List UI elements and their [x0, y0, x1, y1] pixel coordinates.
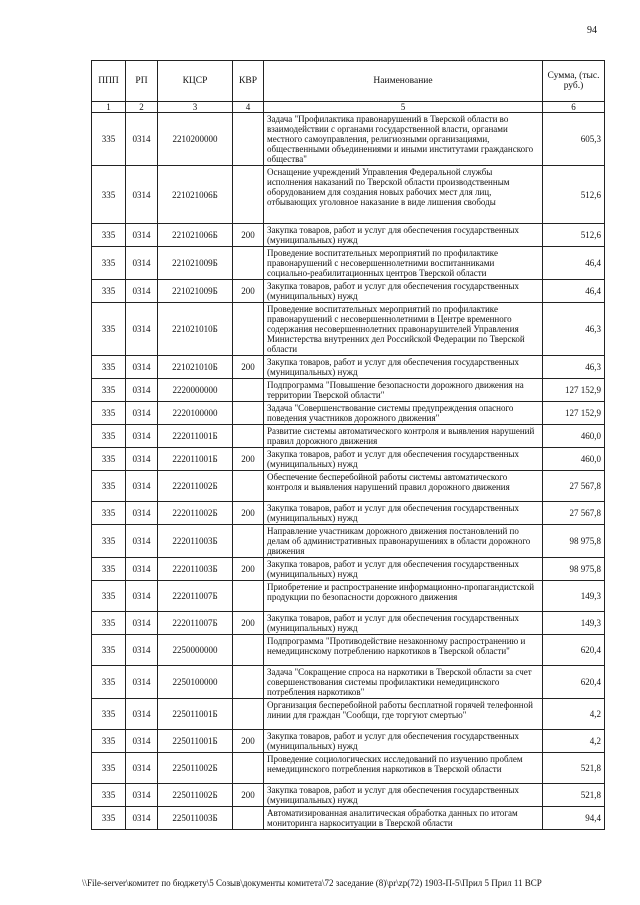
header-kvr: КВР [233, 61, 264, 102]
table-row [92, 581, 605, 612]
cell-ppp: 335 [92, 666, 126, 699]
table-row [92, 730, 605, 753]
cell-ppp: 335 [92, 113, 126, 166]
table-row [92, 113, 605, 166]
cell-kvr [233, 303, 264, 356]
cell-sum: 620,4 [543, 635, 605, 666]
cell-sum: 521,8 [543, 784, 605, 807]
cell-name: Подпрограмма "Противодействие незаконному распространению и немедицинскому потреблению наркотиков в Тверской области" [264, 635, 543, 666]
table-row [92, 471, 605, 502]
cell-ppp: 335 [92, 471, 126, 502]
header-sum: Сумма, (тыс. руб.) [543, 61, 605, 102]
cell-name: Закупка товаров, работ и услуг для обеспечения государственных (муниципальных) нужд [264, 502, 543, 525]
cell-sum: 620,4 [543, 666, 605, 699]
cell-name: Закупка товаров, работ и услуг для обеспечения государственных (муниципальных) нужд [264, 356, 543, 379]
cell-rp: 0314 [126, 666, 158, 699]
cell-rp: 0314 [126, 784, 158, 807]
cell-kcsr: 2220100000 [158, 402, 233, 425]
header-rp: РП [126, 61, 158, 102]
cell-name: Подпрограмма "Повышение безопасности дорожного движения на территории Тверской области" [264, 379, 543, 402]
cell-ppp: 335 [92, 635, 126, 666]
cell-sum: 149,3 [543, 612, 605, 635]
cell-sum: 4,2 [543, 699, 605, 730]
cell-kvr [233, 379, 264, 402]
cell-kcsr: 221021009Б [158, 280, 233, 303]
cell-kvr [233, 425, 264, 448]
cell-kvr: 200 [233, 784, 264, 807]
cell-name: Проведение воспитательных мероприятий по профилактике правонарушений с несовершеннолетними в Центре временного содержания несовершеннолетних правонарушителей Управления Министерства внутренних дел Российской Федерации по Тверской области [264, 303, 543, 356]
cell-sum: 98 975,8 [543, 525, 605, 558]
cell-kvr [233, 666, 264, 699]
cell-rp: 0314 [126, 379, 158, 402]
cell-rp: 0314 [126, 753, 158, 784]
cell-kcsr: 222011001Б [158, 448, 233, 471]
cell-kvr: 200 [233, 730, 264, 753]
cell-kcsr: 221021006Б [158, 166, 233, 224]
cell-rp: 0314 [126, 247, 158, 280]
cell-rp: 0314 [126, 402, 158, 425]
cell-kcsr: 221021010Б [158, 356, 233, 379]
cell-kvr [233, 113, 264, 166]
cell-kvr [233, 807, 264, 830]
cell-ppp: 335 [92, 448, 126, 471]
cell-sum: 521,8 [543, 753, 605, 784]
cell-kcsr: 225011001Б [158, 730, 233, 753]
cell-kcsr: 222011007Б [158, 581, 233, 612]
cell-kvr [233, 402, 264, 425]
cell-sum: 27 567,8 [543, 471, 605, 502]
cell-ppp: 335 [92, 730, 126, 753]
cell-rp: 0314 [126, 113, 158, 166]
cell-sum: 127 152,9 [543, 379, 605, 402]
cell-rp: 0314 [126, 612, 158, 635]
table-row [92, 425, 605, 448]
table-body [92, 113, 605, 830]
cell-name: Проведение социологических исследований по изучению проблем немедицинского потребления наркотиков в Тверской области [264, 753, 543, 784]
cell-kcsr: 222011001Б [158, 425, 233, 448]
table-row [92, 558, 605, 581]
cell-sum: 605,3 [543, 113, 605, 166]
cell-name: Задача "Сокращение спроса на наркотики в Тверской области за счет совершенствования системы профилактики немедицинского потребления наркотиков" [264, 666, 543, 699]
table-row [92, 753, 605, 784]
cell-kcsr: 222011003Б [158, 558, 233, 581]
cell-kvr [233, 753, 264, 784]
cell-rp: 0314 [126, 635, 158, 666]
cell-kcsr: 2250100000 [158, 666, 233, 699]
cell-ppp: 335 [92, 612, 126, 635]
cell-kcsr: 222011003Б [158, 525, 233, 558]
cell-name: Развитие системы автоматического контроля и выявления нарушений правил дорожного движения [264, 425, 543, 448]
cell-rp: 0314 [126, 581, 158, 612]
cell-kcsr: 222011002Б [158, 502, 233, 525]
cell-kvr [233, 635, 264, 666]
page-number: 94 [587, 25, 597, 36]
cell-kvr: 200 [233, 558, 264, 581]
table-row [92, 525, 605, 558]
cell-kcsr: 225011003Б [158, 807, 233, 830]
table-row [92, 379, 605, 402]
cell-kcsr: 225011002Б [158, 753, 233, 784]
cell-kvr: 200 [233, 448, 264, 471]
cell-rp: 0314 [126, 502, 158, 525]
cell-ppp: 335 [92, 280, 126, 303]
cell-rp: 0314 [126, 730, 158, 753]
cell-ppp: 335 [92, 379, 126, 402]
column-number: 1 [92, 102, 126, 113]
cell-kvr: 200 [233, 280, 264, 303]
cell-sum: 98 975,8 [543, 558, 605, 581]
cell-kcsr: 2250000000 [158, 635, 233, 666]
cell-rp: 0314 [126, 224, 158, 247]
cell-kvr [233, 247, 264, 280]
cell-name: Закупка товаров, работ и услуг для обеспечения государственных (муниципальных) нужд [264, 224, 543, 247]
cell-rp: 0314 [126, 558, 158, 581]
cell-ppp: 335 [92, 699, 126, 730]
cell-kvr [233, 471, 264, 502]
cell-rp: 0314 [126, 280, 158, 303]
cell-rp: 0314 [126, 166, 158, 224]
cell-ppp: 335 [92, 784, 126, 807]
cell-ppp: 335 [92, 356, 126, 379]
cell-kvr: 200 [233, 502, 264, 525]
cell-kvr [233, 581, 264, 612]
cell-kcsr: 2210200000 [158, 113, 233, 166]
table-row [92, 612, 605, 635]
cell-ppp: 335 [92, 753, 126, 784]
cell-sum: 46,4 [543, 247, 605, 280]
cell-ppp: 335 [92, 247, 126, 280]
cell-sum: 27 567,8 [543, 502, 605, 525]
cell-ppp: 335 [92, 558, 126, 581]
cell-kcsr: 225011002Б [158, 784, 233, 807]
table-row [92, 356, 605, 379]
cell-name: Закупка товаров, работ и услуг для обеспечения государственных (муниципальных) нужд [264, 448, 543, 471]
table-row [92, 807, 605, 830]
cell-rp: 0314 [126, 471, 158, 502]
cell-name: Задача "Совершенствование системы предупреждения опасного поведения участников дорожного движения" [264, 402, 543, 425]
cell-rp: 0314 [126, 356, 158, 379]
column-number: 3 [158, 102, 233, 113]
cell-ppp: 335 [92, 502, 126, 525]
table-row [92, 448, 605, 471]
cell-kvr [233, 525, 264, 558]
column-number: 2 [126, 102, 158, 113]
table-row [92, 303, 605, 356]
cell-kvr: 200 [233, 356, 264, 379]
cell-kcsr: 221021010Б [158, 303, 233, 356]
cell-sum: 460,0 [543, 425, 605, 448]
cell-kcsr: 225011001Б [158, 699, 233, 730]
cell-ppp: 335 [92, 402, 126, 425]
column-number-row [92, 102, 605, 113]
header-kcsr: КЦСР [158, 61, 233, 102]
cell-kvr: 200 [233, 224, 264, 247]
cell-ppp: 335 [92, 425, 126, 448]
cell-ppp: 335 [92, 581, 126, 612]
cell-ppp: 335 [92, 166, 126, 224]
cell-name: Оснащение учреждений Управления Федеральной службы исполнения наказаний по Тверской области производственным оборудованием для создания новых рабочих мест для лиц, отбывающих уголовное наказание в виде лишения свободы [264, 166, 543, 224]
cell-rp: 0314 [126, 425, 158, 448]
cell-rp: 0314 [126, 448, 158, 471]
cell-kcsr: 221021006Б [158, 224, 233, 247]
cell-sum: 460,0 [543, 448, 605, 471]
column-number: 4 [233, 102, 264, 113]
cell-name: Закупка товаров, работ и услуг для обеспечения государственных (муниципальных) нужд [264, 280, 543, 303]
table-row [92, 280, 605, 303]
table-header-row [92, 61, 605, 102]
table-row [92, 247, 605, 280]
table-row [92, 666, 605, 699]
cell-sum: 46,3 [543, 303, 605, 356]
cell-sum: 46,3 [543, 356, 605, 379]
cell-kvr: 200 [233, 612, 264, 635]
cell-sum: 127 152,9 [543, 402, 605, 425]
table-row [92, 166, 605, 224]
cell-ppp: 335 [92, 224, 126, 247]
cell-kcsr: 222011002Б [158, 471, 233, 502]
cell-name: Задача "Профилактика правонарушений в Тверской области во взаимодействии с органами государственной власти, органами местного самоуправления, религиозными организациями, общественными объединениями и иными институтами гражданского общества" [264, 113, 543, 166]
cell-kcsr: 221021009Б [158, 247, 233, 280]
cell-rp: 0314 [126, 699, 158, 730]
column-number: 6 [543, 102, 605, 113]
table-row [92, 784, 605, 807]
cell-name: Автоматизированная аналитическая обработка данных по итогам мониторинга наркоситуации в Тверской области [264, 807, 543, 830]
budget-table [91, 60, 605, 830]
cell-sum: 512,6 [543, 166, 605, 224]
cell-name: Закупка товаров, работ и услуг для обеспечения государственных (муниципальных) нужд [264, 558, 543, 581]
cell-rp: 0314 [126, 525, 158, 558]
cell-sum: 94,4 [543, 807, 605, 830]
column-number: 5 [264, 102, 543, 113]
cell-name: Организация бесперебойной работы бесплатной горячей телефонной линии для граждан "Сообщи, где торгуют смертью" [264, 699, 543, 730]
cell-name: Приобретение и распространение информационно-пропагандистской продукции по безопасности дорожного движения [264, 581, 543, 612]
cell-sum: 149,3 [543, 581, 605, 612]
cell-name: Направление участникам дорожного движения постановлений по делам об административных правонарушениях в области дорожного движения [264, 525, 543, 558]
cell-sum: 46,4 [543, 280, 605, 303]
cell-ppp: 335 [92, 807, 126, 830]
header-ppp: ППП [92, 61, 126, 102]
header-name: Наименование [264, 61, 543, 102]
cell-kcsr: 222011007Б [158, 612, 233, 635]
table-row [92, 635, 605, 666]
cell-rp: 0314 [126, 807, 158, 830]
cell-sum: 512,6 [543, 224, 605, 247]
cell-name: Закупка товаров, работ и услуг для обеспечения государственных (муниципальных) нужд [264, 730, 543, 753]
cell-kvr [233, 166, 264, 224]
table-row [92, 402, 605, 425]
cell-sum: 4,2 [543, 730, 605, 753]
cell-name: Закупка товаров, работ и услуг для обеспечения государственных (муниципальных) нужд [264, 612, 543, 635]
table-row [92, 224, 605, 247]
cell-name: Закупка товаров, работ и услуг для обеспечения государственных (муниципальных) нужд [264, 784, 543, 807]
cell-ppp: 335 [92, 303, 126, 356]
cell-ppp: 335 [92, 525, 126, 558]
cell-kvr [233, 699, 264, 730]
cell-kcsr: 2220000000 [158, 379, 233, 402]
cell-name: Проведение воспитательных мероприятий по профилактике правонарушений с несовершеннолетними воспитанниками социально-реабилитационных центров Тверской области [264, 247, 543, 280]
table-row [92, 699, 605, 730]
cell-rp: 0314 [126, 303, 158, 356]
cell-name: Обеспечение бесперебойной работы системы автоматического контроля и выявления нарушений правил дорожного движения [264, 471, 543, 502]
file-path-footer: \\File-server\комитет по бюджету\5 Созыв\документы комитета\72 заседание (8)\pr\zp(72) 1903-П-5\Прил 5 Прил 11 ВСР [82, 878, 542, 888]
table-row [92, 502, 605, 525]
